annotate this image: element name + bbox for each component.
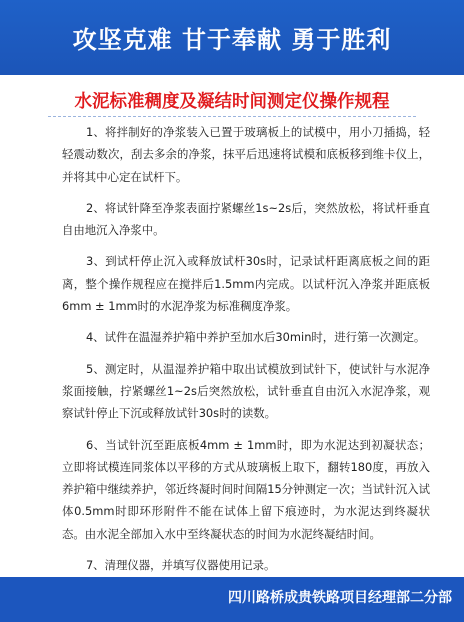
procedure-title: 水泥标准稠度及凝结时间测定仪操作规程 [74,92,390,112]
step-7: 7、清理仪器，并填写仪器使用记录。 [85,558,276,573]
step-2: 2、将试针降至净浆表面拧紧螺丝1s~2s后，突然放松，将试杆垂直自由地沉入净浆中。 [62,200,430,238]
step-5: 5、测定时，从温湿养护箱中取出试模放到试针下，使试针与水泥净浆面接触，拧紧螺丝1~2s后突然放松，试针垂直自由沉入水泥净浆，观察试针停止下沉或释放试针30s时的读数。 [62,361,430,421]
organization-name: 四川路桥成贵铁路项目经理部二分部 [228,590,452,606]
slogan: 攻坚克难 甘于奉献 勇于胜利 [72,26,392,54]
step-4: 4、试件在温湿养护箱中养护至加水后30min时，进行第一次测定。 [85,330,426,345]
step-1: 1、将拌制好的净浆装入已置于玻璃板上的试模中，用小刀插捣，轻轻震动数次，刮去多余的净浆，抹平后迅速将试模和底板移到维卡仪上，并将其中心定在试杆下。 [62,125,430,184]
procedure-steps [62,121,430,585]
step-6: 6、当试针沉至距底板4mm ± 1mm时，即为水泥达到初凝状态；立即将试模连同浆体以平移的方式从玻璃板上取下，翻转180度，再放入养护箱中继续养护，邻近终凝时间时间隔15分钟测定一次；当试针沉入试体0.5mm时即环形附件不能在试体上留下痕迹时，为水泥达到终凝状态。由水泥全部加入水中至终凝状态的时间为水泥终凝结时间。 [62,437,430,541]
title-divider [48,116,416,117]
header-banner [0,0,464,75]
footer-banner [0,577,464,622]
step-3: 3、到试杆停止沉入或释放试杆30s时，记录试杆距离底板之间的距离，整个操作规程应在搅拌后1.5mm内完成。以试杆沉入净浆并距底板6mm ± 1mm时的水泥净浆为标准稠度净浆。 [62,254,430,314]
